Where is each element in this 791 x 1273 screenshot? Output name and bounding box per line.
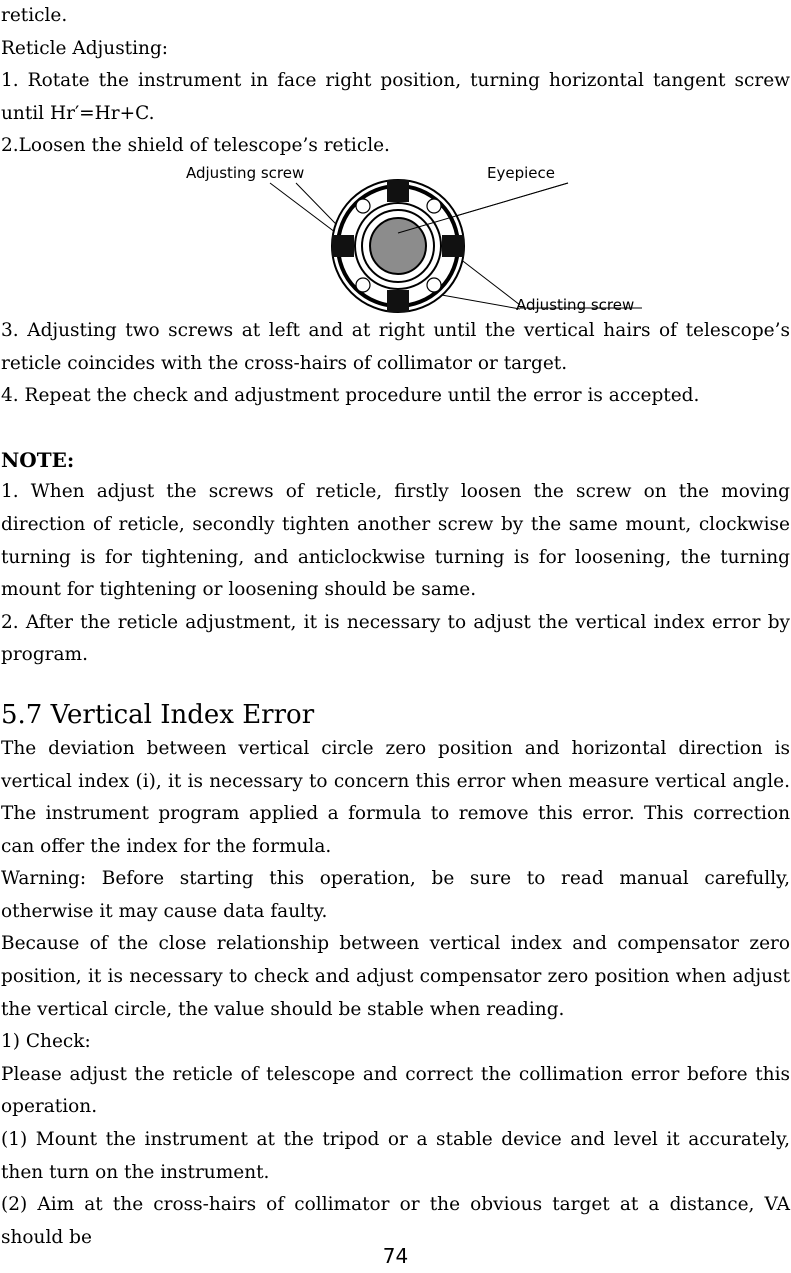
- step-3: 3. Adjusting two screws at left and at right until the vertical hairs of telescope’s reticle coincides with the cross-hairs of collimator or target.: [1, 319, 790, 374]
- label-adjusting-screw-bottom: Adjusting screw: [516, 295, 635, 314]
- leader-line-bottom: [455, 255, 520, 305]
- reticle-diagram: [0, 163, 791, 315]
- step-1: 1. Rotate the instrument in face right position, turning horizontal tangent screw until Hr′=Hr+C.: [1, 70, 790, 124]
- check-title: 1) Check:: [1, 1031, 91, 1053]
- screw-top: [387, 180, 409, 202]
- check-step-2: (2) Aim at the cross-hairs of collimator or the obvious target at a distance, VA should be: [1, 1194, 790, 1248]
- screw-right: [442, 235, 464, 257]
- screw-bottom: [387, 290, 409, 312]
- step-2: 2.Loosen the shield of telescope’s reticle.: [1, 135, 390, 157]
- note-title: NOTE:: [1, 447, 75, 472]
- check-step-1: (1) Mount the instrument at the tripod or a stable device and level it accurately, then turn on the instrument.: [1, 1129, 790, 1183]
- step-4: 4. Repeat the check and adjustment procedure until the error is accepted.: [1, 385, 700, 407]
- note-item-2: 2. After the reticle adjustment, it is necessary to adjust the vertical index error by program.: [1, 611, 790, 666]
- text-line: reticle.: [1, 5, 68, 26]
- label-adjusting-screw-top: Adjusting screw: [186, 163, 305, 182]
- hole-bottom-left: [356, 278, 370, 292]
- reticle-diagram-svg: [0, 163, 791, 315]
- screw-left: [332, 235, 354, 257]
- eyepiece-lens: [370, 218, 426, 274]
- subheading-reticle-adjusting: Reticle Adjusting:: [1, 37, 169, 59]
- check-text: Please adjust the reticle of telescope and correct the collimation error before this operation.: [1, 1063, 790, 1118]
- page-number: 74: [382, 1244, 409, 1268]
- section-paragraph-2: Because of the close relationship between vertical index and compensator zero position, it is necessary to check and adjust compensator zero position when adjust the vertical circle, the value should be stable when reading.: [1, 933, 790, 1020]
- note-item-1: 1. When adjust the screws of reticle, firstly loosen the screw on the moving direction of reticle, secondly tighten another screw by the same mount, clockwise turning is for tightening, and anticlockwise turning is for loosening, the turning mount for tightening or loosening should be same.: [1, 481, 790, 601]
- section-title: 5.7 Vertical Index Error: [1, 699, 315, 730]
- hole-top-left: [356, 199, 370, 213]
- warning-paragraph: Warning: Before starting this operation, be sure to read manual carefully, otherwise it may cause data faulty.: [1, 868, 790, 922]
- section-paragraph-1: The deviation between vertical circle zero position and horizontal direction is vertical index (i), it is necessary to concern this error when measure vertical angle. The instrument program applied a formula to remove this error. This correction can offer the index for the formula.: [1, 737, 790, 857]
- hole-bottom-right: [427, 278, 441, 292]
- hole-top-right: [427, 199, 441, 213]
- label-eyepiece: Eyepiece: [487, 163, 555, 182]
